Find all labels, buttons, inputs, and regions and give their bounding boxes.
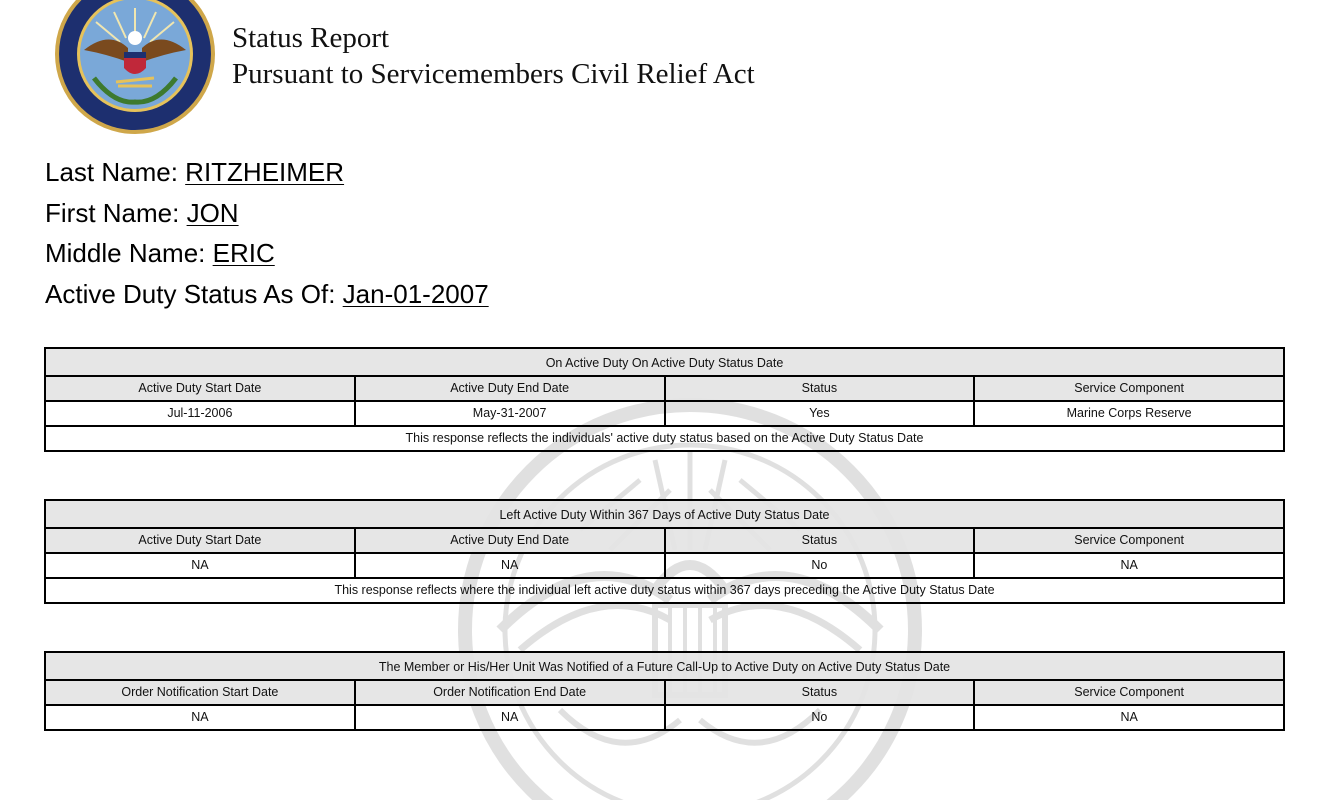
end-date-cell: May-31-2007 (355, 401, 665, 426)
column-header: Order Notification Start Date (45, 680, 355, 705)
table-title: On Active Duty On Active Duty Status Date (45, 348, 1284, 376)
column-header: Order Notification End Date (355, 680, 665, 705)
column-header: Active Duty Start Date (45, 528, 355, 553)
dod-seal-icon (54, 0, 216, 138)
column-header: Service Component (974, 680, 1284, 705)
table-row (45, 553, 1284, 578)
report-title-line2: Pursuant to Servicemembers Civil Relief Act (232, 58, 755, 90)
report-title (232, 20, 755, 92)
middle-name-value: ERIC (212, 238, 275, 268)
column-header: Status (665, 376, 975, 401)
left-active-duty-table (44, 499, 1285, 604)
last-name-field (45, 152, 489, 193)
end-date-cell: NA (355, 553, 665, 578)
service-component-cell: NA (974, 705, 1284, 730)
column-header: Active Duty End Date (355, 376, 665, 401)
first-name-field (45, 193, 489, 234)
last-name-value: RITZHEIMER (185, 157, 345, 187)
report-title-line1: Status Report (232, 22, 390, 54)
column-header: Active Duty End Date (355, 528, 665, 553)
table-row (45, 705, 1284, 730)
table-row (45, 401, 1284, 426)
field-label: Last Name: (45, 157, 186, 187)
middle-name-field (45, 233, 489, 274)
start-date-cell: Jul-11-2006 (45, 401, 355, 426)
column-header: Service Component (974, 528, 1284, 553)
status-cell: No (665, 705, 975, 730)
status-cell: Yes (665, 401, 975, 426)
end-date-cell: NA (355, 705, 665, 730)
member-fields (45, 152, 489, 314)
table-note: This response reflects where the individual left active duty status within 367 days preceding the Active Duty Status Date (45, 578, 1284, 603)
status-date-field (45, 274, 489, 315)
table-title: Left Active Duty Within 367 Days of Active Duty Status Date (45, 500, 1284, 528)
service-component-cell: Marine Corps Reserve (974, 401, 1284, 426)
start-date-cell: NA (45, 553, 355, 578)
start-date-cell: NA (45, 705, 355, 730)
status-date-value: Jan-01-2007 (342, 278, 489, 309)
table-title: The Member or His/Her Unit Was Notified of a Future Call-Up to Active Duty on Active Duty Status Date (45, 652, 1284, 680)
table-note: This response reflects the individuals' active duty status based on the Active Duty Status Date (45, 426, 1284, 451)
field-label: Middle Name: (45, 238, 213, 268)
column-header: Status (665, 528, 975, 553)
field-label: First Name: (45, 197, 187, 228)
status-cell: No (665, 553, 975, 578)
first-name-value: JON (186, 197, 239, 228)
column-header: Active Duty Start Date (45, 376, 355, 401)
column-header: Service Component (974, 376, 1284, 401)
future-call-up-table (44, 651, 1285, 731)
column-header: Status (665, 680, 975, 705)
on-active-duty-table (44, 347, 1285, 452)
service-component-cell: NA (974, 553, 1284, 578)
field-label: Active Duty Status As Of: (45, 278, 343, 309)
